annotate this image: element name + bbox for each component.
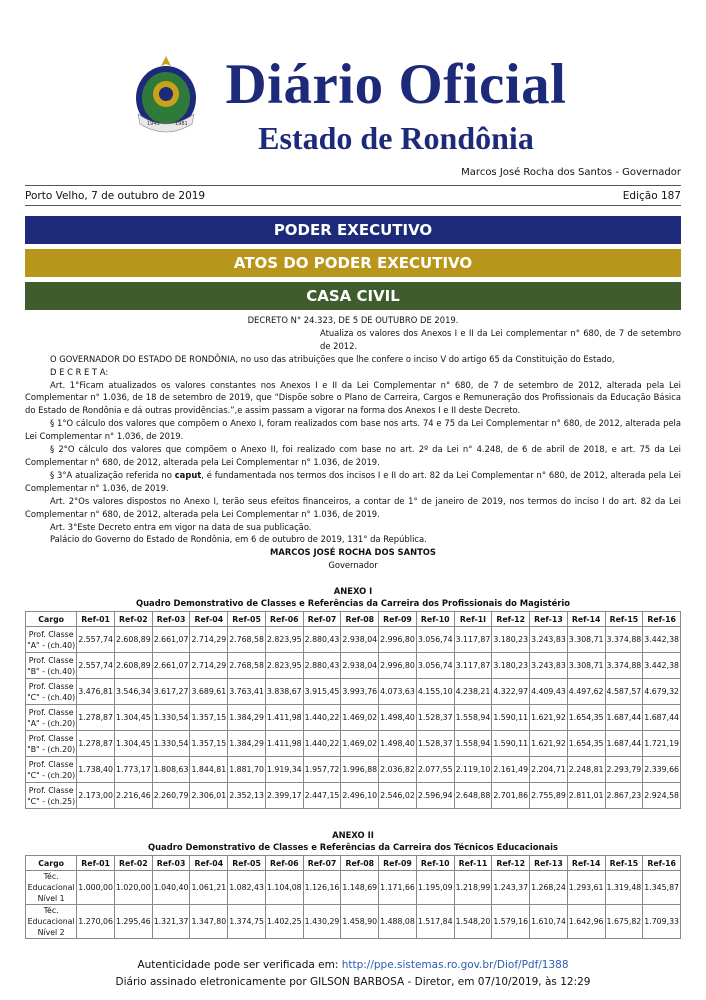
annex1-value-cell: 1.357,15 [190, 705, 228, 731]
annex1-header-cell: Ref-13 [530, 612, 568, 627]
annex2-value-cell: 1.488,08 [379, 905, 417, 939]
annex1-cargo-cell: Prof. Classe "A" - (ch.40) [26, 627, 77, 653]
annex1-value-cell: 2.880,43 [303, 653, 341, 679]
annex1-body [26, 627, 681, 809]
band-poder-executivo: PODER EXECUTIVO [25, 216, 681, 244]
annex1-value-cell: 2.546,02 [379, 783, 417, 809]
annex1-value-cell: 2.661,07 [152, 653, 190, 679]
decree-art3: Art. 3°Este Decreto entra em vigor na data de sua publicação. [50, 521, 312, 532]
annex1-value-cell: 1.411,98 [265, 705, 303, 731]
annex1-value-cell: 2.768,58 [228, 627, 266, 653]
annex2-value-cell: 1.082,43 [228, 871, 266, 905]
annex1-value-cell: 3.915,45 [303, 679, 341, 705]
annex2-value-cell: 1.218,99 [454, 871, 492, 905]
annex1-value-cell: 1.440,22 [303, 705, 341, 731]
annex1-value-cell: 2.823,95 [265, 653, 303, 679]
annex2-value-cell: 1.319,48 [605, 871, 643, 905]
annex1-value-cell: 1.654,35 [567, 731, 605, 757]
annex2-value-cell: 1.610,74 [530, 905, 568, 939]
annex2-header-cell: Ref-10 [416, 856, 454, 871]
annex1-label: ANEXO I [333, 586, 373, 596]
annex1-value-cell: 4.238,21 [454, 679, 492, 705]
annex1-value-cell: 3.689,61 [190, 679, 228, 705]
annex1-value-cell: 1.621,92 [530, 731, 568, 757]
state-seal-icon [130, 54, 202, 136]
decree-number: DECRETO N° 24.323, DE 5 DE OUTUBRO DE 2019. [247, 315, 459, 325]
decree-summary: Atualiza os valores dos Anexos I e II da Lei complementar n° 680, de 7 de setembro de 2012. [320, 327, 681, 351]
annex1-value-cell: 3.442,38 [643, 653, 681, 679]
annex2-value-cell: 1.642,96 [567, 905, 605, 939]
annex1-value-cell: 4.073,63 [379, 679, 417, 705]
annex1-value-cell: 2.496,10 [341, 783, 379, 809]
annex1-value-cell: 1.687,44 [605, 705, 643, 731]
annex1-header-cell: Ref-10 [416, 612, 454, 627]
annex1-header-cell: Cargo [26, 612, 77, 627]
annex1-value-cell: 1.721,19 [643, 731, 681, 757]
annex1-value-cell: 1.621,92 [530, 705, 568, 731]
annex1-value-cell: 3.838,67 [265, 679, 303, 705]
annex2-table-row [26, 905, 681, 939]
annex1-header-cell: Ref-16 [643, 612, 681, 627]
annex1-value-cell: 2.714,29 [190, 653, 228, 679]
annex2-value-cell: 1.195,09 [416, 871, 454, 905]
annex2-value-cell: 1.268,24 [530, 871, 568, 905]
annex1-value-cell: 3.308,71 [567, 627, 605, 653]
annex2-value-cell: 1.020,00 [114, 871, 152, 905]
annex1-value-cell: 2.352,13 [228, 783, 266, 809]
annex1-value-cell: 3.617,27 [152, 679, 190, 705]
band-atos-poder-executivo: ATOS DO PODER EXECUTIVO [25, 249, 681, 277]
newspaper-title: Diário Oficial [225, 53, 567, 116]
annex1-value-cell: 2.768,58 [228, 653, 266, 679]
annex1-table [25, 611, 681, 809]
annex2-header-cell: Ref-02 [114, 856, 152, 871]
annex2-value-cell: 1.579,16 [492, 905, 530, 939]
annex1-value-cell: 3.442,38 [643, 627, 681, 653]
annex1-header-cell: Ref-09 [379, 612, 417, 627]
annex1-value-cell: 1.590,11 [492, 731, 530, 757]
annex1-value-cell: 1.440,22 [303, 731, 341, 757]
annex1-value-cell: 4.587,57 [605, 679, 643, 705]
annex1-cargo-cell: Prof. Classe "B" - (ch.20) [26, 731, 77, 757]
annex1-cargo-cell: Prof. Classe "C" - (ch.25) [26, 783, 77, 809]
annex1-value-cell: 1.590,11 [492, 705, 530, 731]
annex2-value-cell: 1.040,40 [152, 871, 190, 905]
annex1-value-cell: 1.330,54 [152, 705, 190, 731]
annex1-table-row [26, 679, 681, 705]
decree-par2: § 2°O cálculo dos valores que compõem o Anexo II, foi realizado com base no art. 2º da Lei n° 4.248, de 6 de abril de 2018, e art. 75 da Lei Complementar n° 680, de 2012, alterada pela Lei Complementar n° 1.036, de 2019. [25, 444, 681, 467]
annex1-value-cell: 2.648,88 [454, 783, 492, 809]
decree-body [25, 314, 681, 572]
annex2-header-cell: Ref-03 [152, 856, 190, 871]
annex1-value-cell: 3.117,87 [454, 627, 492, 653]
annex2-header-cell: Ref-13 [530, 856, 568, 871]
annex2-body [26, 871, 681, 939]
annex1-value-cell: 2.938,04 [341, 627, 379, 653]
annex1-value-cell: 4.409,43 [530, 679, 568, 705]
annex2-cargo-cell: Téc. Educacional Nível 2 [26, 905, 77, 939]
annex1-value-cell: 1.844,81 [190, 757, 228, 783]
annex1-value-cell: 2.867,23 [605, 783, 643, 809]
annex1-value-cell: 1.330,54 [152, 731, 190, 757]
annex1-value-cell: 2.557,74 [77, 627, 115, 653]
annex1-value-cell: 1.738,40 [77, 757, 115, 783]
edition-number: Edição 187 [622, 190, 681, 202]
annex1-value-cell: 1.278,87 [77, 731, 115, 757]
seal-year-left: 1943 [147, 121, 160, 127]
annex1-table-row [26, 653, 681, 679]
annex1-value-cell: 2.755,89 [530, 783, 568, 809]
annex1-value-cell: 2.596,94 [416, 783, 454, 809]
annex2-header-cell: Ref-06 [265, 856, 303, 871]
header-rule-top [25, 185, 681, 186]
annex1-value-cell: 1.654,35 [567, 705, 605, 731]
annex1-table-row [26, 783, 681, 809]
annex2-value-cell: 1.675,82 [605, 905, 643, 939]
annex2-value-cell: 1.270,06 [77, 905, 115, 939]
annex2-value-cell: 1.374,75 [228, 905, 266, 939]
annex1-value-cell: 1.384,29 [228, 731, 266, 757]
annex1-header-cell: Ref-14 [567, 612, 605, 627]
annex1-header-cell: Ref-04 [190, 612, 228, 627]
annex1-cargo-cell: Prof. Classe "B" - (ch.40) [26, 653, 77, 679]
decree-palace: Palácio do Governo do Estado de Rondônia, em 6 de outubro de 2019, 131° da República. [50, 534, 427, 545]
annex1-cargo-cell: Prof. Classe "C" - (ch.20) [26, 757, 77, 783]
annex1-value-cell: 3.308,71 [567, 653, 605, 679]
annex1-value-cell: 1.498,40 [379, 731, 417, 757]
annex1-value-cell: 2.608,89 [114, 653, 152, 679]
dateline [25, 190, 681, 202]
annex2-value-cell: 1.061,21 [190, 871, 228, 905]
annex2-header-cell: Ref-11 [454, 856, 492, 871]
annex1-value-cell: 1.687,44 [605, 731, 643, 757]
annex1-value-cell: 2.811,01 [567, 783, 605, 809]
annex1-value-cell: 3.056,74 [416, 627, 454, 653]
annex1-value-cell: 2.880,43 [303, 627, 341, 653]
annex2-value-cell: 1.148,69 [341, 871, 379, 905]
annex1-value-cell: 1.384,29 [228, 705, 266, 731]
annex2-value-cell: 1.293,61 [567, 871, 605, 905]
annex1-title: Quadro Demonstrativo de Classes e Referências da Carreira dos Profissionais do Magistério [135, 598, 571, 608]
annex1-value-cell: 3.180,23 [492, 627, 530, 653]
annex1-value-cell: 2.216,46 [114, 783, 152, 809]
annex1-value-cell: 1.357,15 [190, 731, 228, 757]
annex1-table-row [26, 731, 681, 757]
annex2-value-cell: 1.126,16 [303, 871, 341, 905]
annex1-value-cell: 4.497,62 [567, 679, 605, 705]
annex1-value-cell: 2.661,07 [152, 627, 190, 653]
annex2-header-cell: Ref-07 [303, 856, 341, 871]
annex2-heading [25, 829, 681, 853]
annex2-value-cell: 1.321,37 [152, 905, 190, 939]
annex1-value-cell: 1.411,98 [265, 731, 303, 757]
annex1-heading [25, 585, 681, 609]
annex1-value-cell: 2.161,49 [492, 757, 530, 783]
annex1-header-cell: Ref-05 [228, 612, 266, 627]
annex2-header-row [26, 856, 681, 871]
decree-par3-post: , é fundamentada nos termos dos incisos I e II do art. 82 da Lei Complementar n° 680, de 2012, alterada pela Lei Complementar n° 1.036, de 2019. [25, 469, 682, 493]
decree-par3-pre: § 3°A atualização referida no [50, 469, 175, 480]
annex1-value-cell: 3.243,83 [530, 627, 568, 653]
annex2-value-cell: 1.000,00 [77, 871, 115, 905]
annex1-header-cell: Ref-08 [341, 612, 379, 627]
annex2-header-cell: Ref-05 [228, 856, 266, 871]
annex2-value-cell: 1.243,37 [492, 871, 530, 905]
annex1-value-cell: 2.996,80 [379, 653, 417, 679]
annex1-value-cell: 4.679,32 [643, 679, 681, 705]
annex2-value-cell: 1.171,66 [379, 871, 417, 905]
annex1-value-cell: 1.469,02 [341, 731, 379, 757]
annex1-header-cell: Ref-03 [152, 612, 190, 627]
annex1-value-cell: 2.204,71 [530, 757, 568, 783]
decree-signer: MARCOS JOSÉ ROCHA DOS SANTOS [270, 547, 436, 558]
annex1-header-cell: Ref-06 [265, 612, 303, 627]
annex2-table-row [26, 871, 681, 905]
annex1-value-cell: 3.243,83 [530, 653, 568, 679]
footer-auth-link[interactable]: http://ppe.sistemas.ro.gov.br/Diof/Pdf/1388 [341, 959, 569, 971]
annex1-value-cell: 3.993,76 [341, 679, 379, 705]
annex1-value-cell: 2.173,00 [77, 783, 115, 809]
annex2-header-cell: Ref-12 [492, 856, 530, 871]
annex2-header-cell: Ref-01 [77, 856, 115, 871]
annex2-header-cell: Ref-15 [605, 856, 643, 871]
band-casa-civil: CASA CIVIL [25, 282, 681, 310]
annex1-value-cell: 3.763,41 [228, 679, 266, 705]
annex1-value-cell: 2.339,66 [643, 757, 681, 783]
decree-par3 [25, 469, 681, 495]
annex1-value-cell: 2.714,29 [190, 627, 228, 653]
annex2-value-cell: 1.347,80 [190, 905, 228, 939]
annex1-value-cell: 3.546,34 [114, 679, 152, 705]
annex2-header-cell: Ref-04 [190, 856, 228, 871]
annex2-value-cell: 1.402,25 [265, 905, 303, 939]
annex1-value-cell: 1.498,40 [379, 705, 417, 731]
annex1-header-row [26, 612, 681, 627]
seal-year-right: 1981 [175, 121, 188, 127]
annex1-value-cell: 1.278,87 [77, 705, 115, 731]
annex1-value-cell: 2.248,81 [567, 757, 605, 783]
annex1-value-cell: 2.823,95 [265, 627, 303, 653]
decree-signer-role: Governador [328, 560, 378, 571]
annex1-cargo-cell: Prof. Classe "C" - (ch.40) [26, 679, 77, 705]
annex2-header-cell: Ref-14 [567, 856, 605, 871]
annex1-value-cell: 2.293,79 [605, 757, 643, 783]
annex2-value-cell: 1.548,20 [454, 905, 492, 939]
newspaper-subtitle: Estado de Rondônia [258, 120, 534, 156]
annex1-value-cell: 2.938,04 [341, 653, 379, 679]
annex1-value-cell: 1.773,17 [114, 757, 152, 783]
annex1-value-cell: 1.558,94 [454, 705, 492, 731]
annex1-value-cell: 1.687,44 [643, 705, 681, 731]
annex1-header-cell: Ref-15 [605, 612, 643, 627]
annex1-value-cell: 3.476,81 [77, 679, 115, 705]
footer-auth-text: Autenticidade pode ser verificada em: [137, 959, 342, 971]
decree-par3-caput: caput [174, 469, 202, 480]
decree-art1: Art. 1°Ficam atualizados os valores constantes nos Anexos I e II da Lei Complementar n° 680, de 7 de setembro de 2012, alterada pela Lei Complementar n° 1.036, de 18 de setembro de 2019, que “Dispõe sobre o Plano de Carreira, Cargos e Remuneração dos Profissionais da Educação Básica do Estado de Rondônia e dá outras providências.”,e assim passam a vigorar na forma dos Anexos I e II deste Decreto. [25, 379, 681, 416]
annex2-label: ANEXO II [332, 830, 374, 840]
annex2-value-cell: 1.104,08 [265, 871, 303, 905]
annex2-title: Quadro Demonstrativo de Classes e Referências da Carreira dos Técnicos Educacionais [148, 842, 558, 852]
annex1-header-cell: Ref-07 [303, 612, 341, 627]
annex1-value-cell: 2.077,55 [416, 757, 454, 783]
annex2-value-cell: 1.517,84 [416, 905, 454, 939]
annex1-value-cell: 4.322,97 [492, 679, 530, 705]
annex1-value-cell: 1.957,72 [303, 757, 341, 783]
annex1-header-cell: Ref-01 [77, 612, 115, 627]
annex2-value-cell: 1.295,46 [114, 905, 152, 939]
annex2-header-cell: Cargo [26, 856, 77, 871]
annex1-value-cell: 1.558,94 [454, 731, 492, 757]
annex1-value-cell: 1.881,70 [228, 757, 266, 783]
footer-authenticity [0, 958, 706, 973]
annex1-value-cell: 2.260,79 [152, 783, 190, 809]
annex1-value-cell: 3.117,87 [454, 653, 492, 679]
annex1-header-cell: Ref-1I [454, 612, 492, 627]
annex1-table-row [26, 757, 681, 783]
annex1-value-cell: 3.056,74 [416, 653, 454, 679]
annex1-header-cell: Ref-12 [492, 612, 530, 627]
annex1-value-cell: 3.374,88 [605, 627, 643, 653]
annex1-value-cell: 1.304,45 [114, 705, 152, 731]
annex1-value-cell: 2.447,15 [303, 783, 341, 809]
annex1-value-cell: 3.180,23 [492, 653, 530, 679]
annex1-value-cell: 2.036,82 [379, 757, 417, 783]
annex1-table-row [26, 705, 681, 731]
decree-par1: § 1°O cálculo dos valores que compõem o Anexo I, foram realizados com base nos arts. 74 e 75 da Lei Complementar n° 680, de 2012, alterada pela Lei Complementar n° 1.036, de 2019. [25, 418, 681, 442]
annex2-table [25, 855, 681, 939]
annex2-header-cell: Ref-16 [643, 856, 681, 871]
annex1-cargo-cell: Prof. Classe "A" - (ch.20) [26, 705, 77, 731]
governor-line: Marcos José Rocha dos Santos - Governador [461, 167, 681, 178]
annex2-value-cell: 1.709,33 [643, 905, 681, 939]
decree-art2: Art. 2°Os valores dispostos no Anexo I, terão seus efeitos financeiros, a contar de 1° de janeiro de 2019, nos termos do inciso I do art. 82 da Lei Complementar n° 680, de 2012, alterada pela Lei Complementar n° 1.036, de 2019. [25, 495, 681, 519]
annex1-header-cell: Ref-02 [114, 612, 152, 627]
annex2-header-cell: Ref-09 [379, 856, 417, 871]
decree-decreta: D E C R E T A: [50, 366, 109, 377]
annex1-value-cell: 1.469,02 [341, 705, 379, 731]
annex1-value-cell: 4.155,10 [416, 679, 454, 705]
annex1-value-cell: 1.996,88 [341, 757, 379, 783]
annex2-cargo-cell: Téc. Educacional Nível 1 [26, 871, 77, 905]
annex1-value-cell: 1.528,37 [416, 705, 454, 731]
annex1-value-cell: 2.996,80 [379, 627, 417, 653]
annex2-header-cell: Ref-08 [341, 856, 379, 871]
annex1-value-cell: 1.808,63 [152, 757, 190, 783]
annex2-value-cell: 1.430,29 [303, 905, 341, 939]
annex2-value-cell: 1.458,90 [341, 905, 379, 939]
annex1-table-row [26, 627, 681, 653]
decree-preamble: O GOVERNADOR DO ESTADO DE RONDÔNIA, no uso das atribuições que lhe confere o inciso V do artigo 65 da Constituição do Estado, [50, 353, 615, 364]
annex1-value-cell: 2.306,01 [190, 783, 228, 809]
annex1-value-cell: 2.608,89 [114, 627, 152, 653]
header-rule-bottom [25, 205, 681, 206]
annex1-value-cell: 2.399,17 [265, 783, 303, 809]
annex1-value-cell: 3.374,88 [605, 653, 643, 679]
annex1-value-cell: 2.119,10 [454, 757, 492, 783]
annex1-value-cell: 1.528,37 [416, 731, 454, 757]
annex2-value-cell: 1.345,87 [643, 871, 681, 905]
annex1-value-cell: 2.924,58 [643, 783, 681, 809]
annex1-value-cell: 2.701,86 [492, 783, 530, 809]
annex1-value-cell: 2.557,74 [77, 653, 115, 679]
annex1-value-cell: 1.304,45 [114, 731, 152, 757]
footer-signed: Diário assinado eletronicamente por GILSON BARBOSA - Diretor, em 07/10/2019, às 12:29 [115, 976, 591, 988]
annex1-value-cell: 1.919,34 [265, 757, 303, 783]
date-place: Porto Velho, 7 de outubro de 2019 [25, 190, 206, 202]
